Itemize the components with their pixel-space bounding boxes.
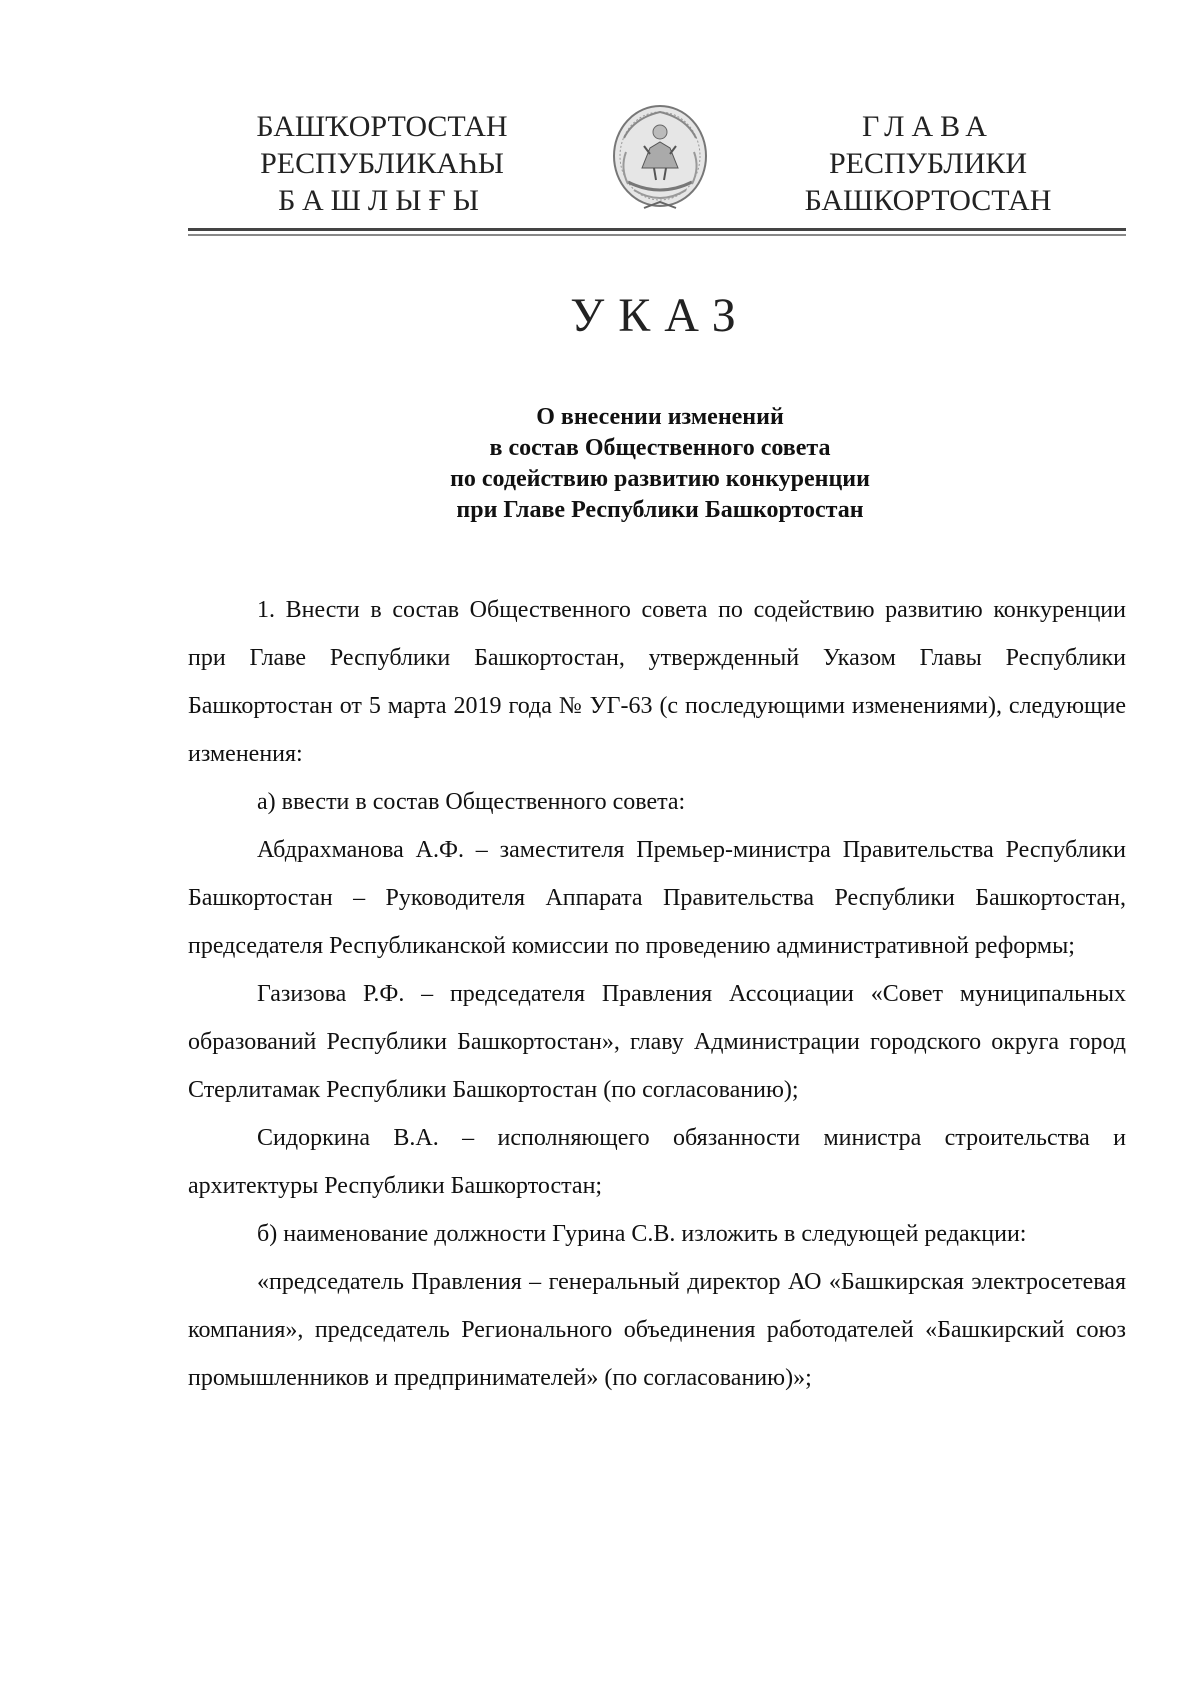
header-right-line-3: БАШКОРТОСТАН bbox=[804, 184, 1052, 217]
paragraph-item-b: б) наименование должности Гурина С.В. изложить в следующей редакции: bbox=[257, 1221, 1027, 1247]
header-left-line-2: РЕСПУБЛИКАҺЫ bbox=[260, 147, 504, 180]
header-divider bbox=[188, 228, 1126, 231]
header-russian-title bbox=[778, 108, 1078, 219]
header-bashkir-title bbox=[232, 108, 532, 219]
coat-of-arms-icon bbox=[604, 98, 716, 220]
paragraph-sidorkin: Сидоркина В.А. – исполняющего обязанности министра строительства и архитектуры Республики Башкортостан; bbox=[188, 1125, 1126, 1199]
paragraph-item-a: а) ввести в состав Общественного совета: bbox=[257, 789, 686, 815]
header-left-line-3: БАШЛЫҒЫ bbox=[278, 184, 486, 217]
header-left-line-1: БАШҠОРТОСТАН bbox=[256, 110, 508, 143]
document-title bbox=[0, 402, 1200, 526]
title-line: в состав Общественного совета bbox=[489, 435, 831, 461]
paragraph-gurin-title: «председатель Правления – генеральный директор АО «Башкирская электросетевая компания», председатель Регионального объединения работодателей «Башкирский союз промышленников и предпринимателей» (по согласованию)»; bbox=[188, 1269, 1126, 1391]
title-line: по содействию развитию конкуренции bbox=[450, 466, 870, 492]
document-type: УКАЗ bbox=[570, 289, 750, 342]
document-body bbox=[188, 586, 1126, 1402]
paragraph-1: 1. Внести в состав Общественного совета по содействию развитию конкуренции при Главе Республики Башкортостан, утвержденный Указом Главы Республики Башкортостан от 5 марта 2019 года № УГ-63 (с последующими изменениями), следующие изменения: bbox=[188, 597, 1126, 767]
title-line: при Главе Республики Башкортостан bbox=[456, 497, 864, 523]
header-right-line-1: ГЛАВА bbox=[862, 110, 994, 143]
paragraph-abdrakhmanov: Абдрахманова А.Ф. – заместителя Премьер-министра Правительства Республики Башкортостан – Руководителя Аппарата Правительства Республики Башкортостан, председателя Республиканской комиссии по проведению административной реформы; bbox=[188, 837, 1126, 959]
header-right-line-2: РЕСПУБЛИКИ bbox=[828, 147, 1028, 180]
paragraph-gazizov: Газизова Р.Ф. – председателя Правления Ассоциации «Совет муниципальных образований Республики Башкортостан», главу Администрации городского округа город Стерлитамак Республики Башкортостан (по согласованию); bbox=[188, 981, 1126, 1103]
title-line: О внесении изменений bbox=[536, 404, 784, 430]
header-divider-thin bbox=[188, 234, 1126, 236]
